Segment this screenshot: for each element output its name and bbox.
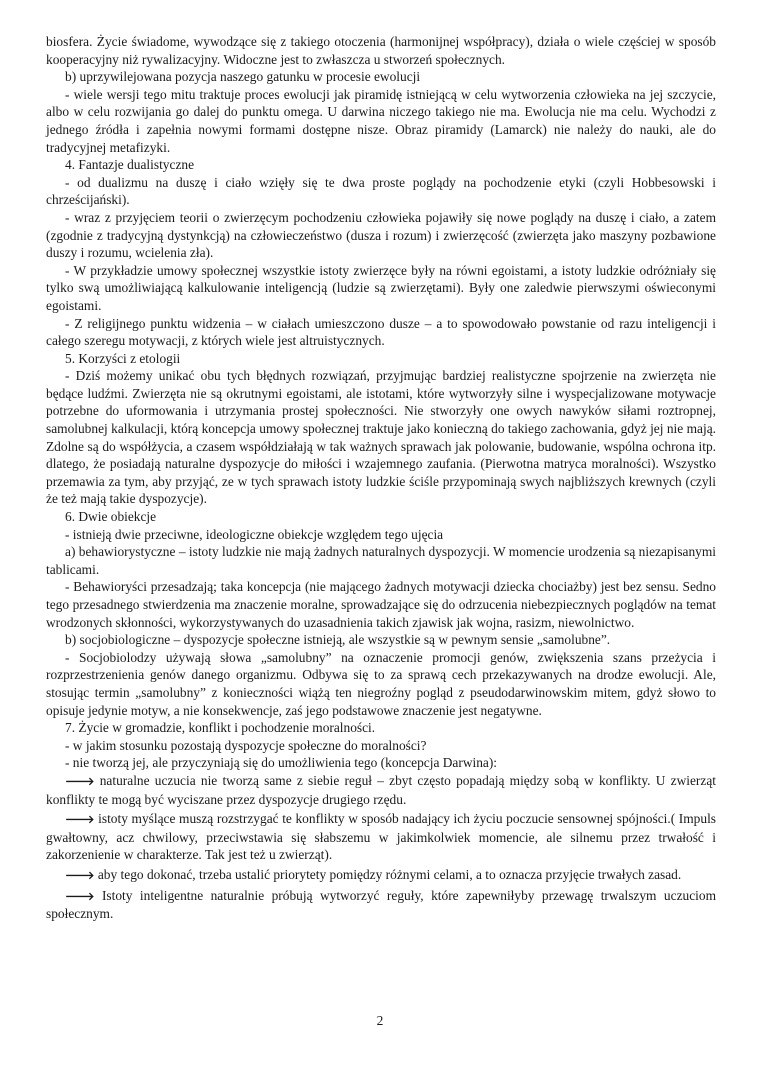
paragraph: - wraz z przyjęciem teorii o zwierzęcym pochodzeniu człowieka pojawiły się nowe poglądy na duszę i ciało, a zatem (zgodnie z tradycyjną dystynkcją) na człowieczeństwo (dusza i rozum) i zwierzęcość (zwierzęta jako maszyny pozbawione duszy i rozumu, wcielenia zła). bbox=[46, 209, 716, 261]
section-heading: 6. Dwie obiekcje bbox=[65, 509, 157, 525]
arrow-right-icon: 🡒 bbox=[65, 774, 95, 788]
arrow-right-icon: 🡒 bbox=[65, 889, 95, 903]
arrow-bullet-item: 🡒 naturalne uczucia nie tworzą same z siebie reguł – zbyt często popadają między sobą w konflikty. U zwierząt konflikty te mogą być wyciszane przez dyspozycje drugiego rzędu. bbox=[46, 772, 716, 807]
paragraph: - Dziś możemy unikać obu tych błędnych rozwiązań, przyjmując bardziej realistyczne spojrzenie na zwierzęta nie będące ludźmi. Zwierzęta nie są okrutnymi egoistami, ale istotami, które wytworzyły silne i wyspecjalizowane motywacje potrzebne do uformowania i utrzymania prostej społeczności. Nie stworzyły one owych nawyków siłami roztropnej, samolubnej kalkulacji, którą koncepcja umowy społecznej traktuje jako konieczną do takiego zachowania, gdyż jej nie mają. Zdolne są do współżycia, a czasem współdziałają w tak ważnych sprawach jak polowanie, budowanie, wspólna ochrona itp. dlatego, że posiadają naturalne dyspozycje do miłości i wzajemnego zaufania. (Pierwotna matryca moralności). Wszystko przemawia za tym, aby przyjąć, ze w tych sprawach istoty ludzkie ściśle przypominają swych najbliższych krewnych (czyli że też mają takie dyspozycje). bbox=[46, 368, 716, 507]
document-page bbox=[46, 33, 716, 923]
paragraph: - w jakim stosunku pozostają dyspozycje społeczne do moralności? bbox=[65, 737, 427, 753]
paragraph: - wiele wersji tego mitu traktuje proces ewolucji jak piramidę istniejącą w celu wytworzenia człowieka na jej szczycie, albo w celu rozwijania go dalej do punktu omega. U darwina niczego takiego nie ma. Ewolucja nie ma celu. Wychodzi z jednego źródła i zapełnia nowymi formami dostępne nisze. Obraz piramidy (Lamarck) nie należy do nauki, ale do tradycyjnej metafizyki. bbox=[46, 86, 716, 155]
paragraph: b) socjobiologiczne – dyspozycje społeczne istnieją, ale wszystkie są w pewnym sensie „samolubne”. bbox=[65, 632, 611, 648]
paragraph: biosfera. Życie świadome, wywodzące się z takiego otoczenia (harmonijnej współpracy), działa o wiele częściej w sposób kooperacyjny niż rywalizacyjny. Widoczne jest to zwłaszcza u stworzeń społecznych. bbox=[46, 34, 716, 67]
paragraph: - W przykładzie umowy społecznej wszystkie istoty zwierzęce były na równi egoistami, a istoty ludzkie odróżniały się tylko swą umożliwiającą kalkulowanie inteligencją (ludzie są zwierzętami). Były one zaledwie pierwszymi oświeconymi egoistami. bbox=[46, 262, 716, 313]
paragraph: - Z religijnego punktu widzenia – w ciałach umieszczono dusze – a to spowodowało powstanie od razu inteligencji i całego szeregu motywacji, z których wiele jest altruistycznych. bbox=[46, 315, 716, 349]
page-number: 2 bbox=[376, 1013, 384, 1028]
section-heading: 4. Fantazje dualistyczne bbox=[65, 157, 195, 173]
paragraph: - Socjobiolodzy używają słowa „samolubny” na oznaczenie promocji genów, zwiększenia szans przeżycia i rozprzestrzenienia genów danego organizmu. Odbywa się to za sprawą cech przekazywanych na drodze ewolucji. Ale, stosując termin „samolubny” z konieczności wiążą ten niegroźny pogląd z pseudodarwinowskim mitem, gdyż słowo to opisuje jedynie motyw, a nie konsekwencje, zaś jego podstawowe znaczenie jest negatywne. bbox=[46, 649, 716, 718]
arrow-bullet-item: 🡒 istoty myślące muszą rozstrzygać te konflikty w sposób nadający ich życiu poczucie sensownej spójności.( Impuls gwałtowny, acz chwilowy, przeciwstawia się słabszemu w jakimkolwiek momencie, ale silnemu przez trwałość i zakorzenienie w charakterze. Tak jest też u zwierząt). bbox=[46, 811, 716, 863]
paragraph: b) uprzywilejowana pozycja naszego gatunku w procesie ewolucji bbox=[65, 69, 421, 85]
paragraph: a) behawiorystyczne – istoty ludzkie nie mają żadnych naturalnych dyspozycji. W momencie urodzenia są niezapisanymi tablicami. bbox=[46, 544, 716, 577]
arrow-bullet-item: 🡒 aby tego dokonać, trzeba ustalić priorytety pomiędzy różnymi celami, a to oznacza przyjęcie trwałych zasad. bbox=[65, 866, 682, 882]
paragraph: - od dualizmu na duszę i ciało wzięły się te dwa proste poglądy na pochodzenie etyki (czyli Hobbesowski i chrześcijański). bbox=[46, 174, 716, 208]
paragraph: - Behawioryści przesadzają; taka koncepcja (nie mającego żadnych motywacji dziecka chociażby) jest bez sensu. Sedno tego przesadnego stwierdzenia ma znaczenie moralne, sprowadzające się do odrzucenia niebezpiecznych poglądów na temat wrodzonych skłonności, wykorzystywanych do uzasadnienia takich zjawisk jak wojna, rasizm, niewolnictwo. bbox=[46, 579, 716, 630]
paragraph: - istnieją dwie przeciwne, ideologiczne obiekcje względem tego ujęcia bbox=[65, 526, 444, 542]
arrow-right-icon: 🡒 bbox=[65, 868, 95, 882]
arrow-right-icon: 🡒 bbox=[65, 813, 95, 827]
section-heading: 5. Korzyści z etologii bbox=[65, 350, 181, 366]
section-heading: 7. Życie w gromadzie, konflikt i pochodzenie moralności. bbox=[65, 720, 376, 736]
paragraph: - nie tworzą jej, ale przyczyniają się do umożliwienia tego (koncepcja Darwina): bbox=[65, 755, 498, 771]
arrow-bullet-item: 🡒 Istoty inteligentne naturalnie próbują wytworzyć reguły, które zapewniłyby przewagę trwalszym uczuciom społecznym. bbox=[46, 887, 716, 922]
